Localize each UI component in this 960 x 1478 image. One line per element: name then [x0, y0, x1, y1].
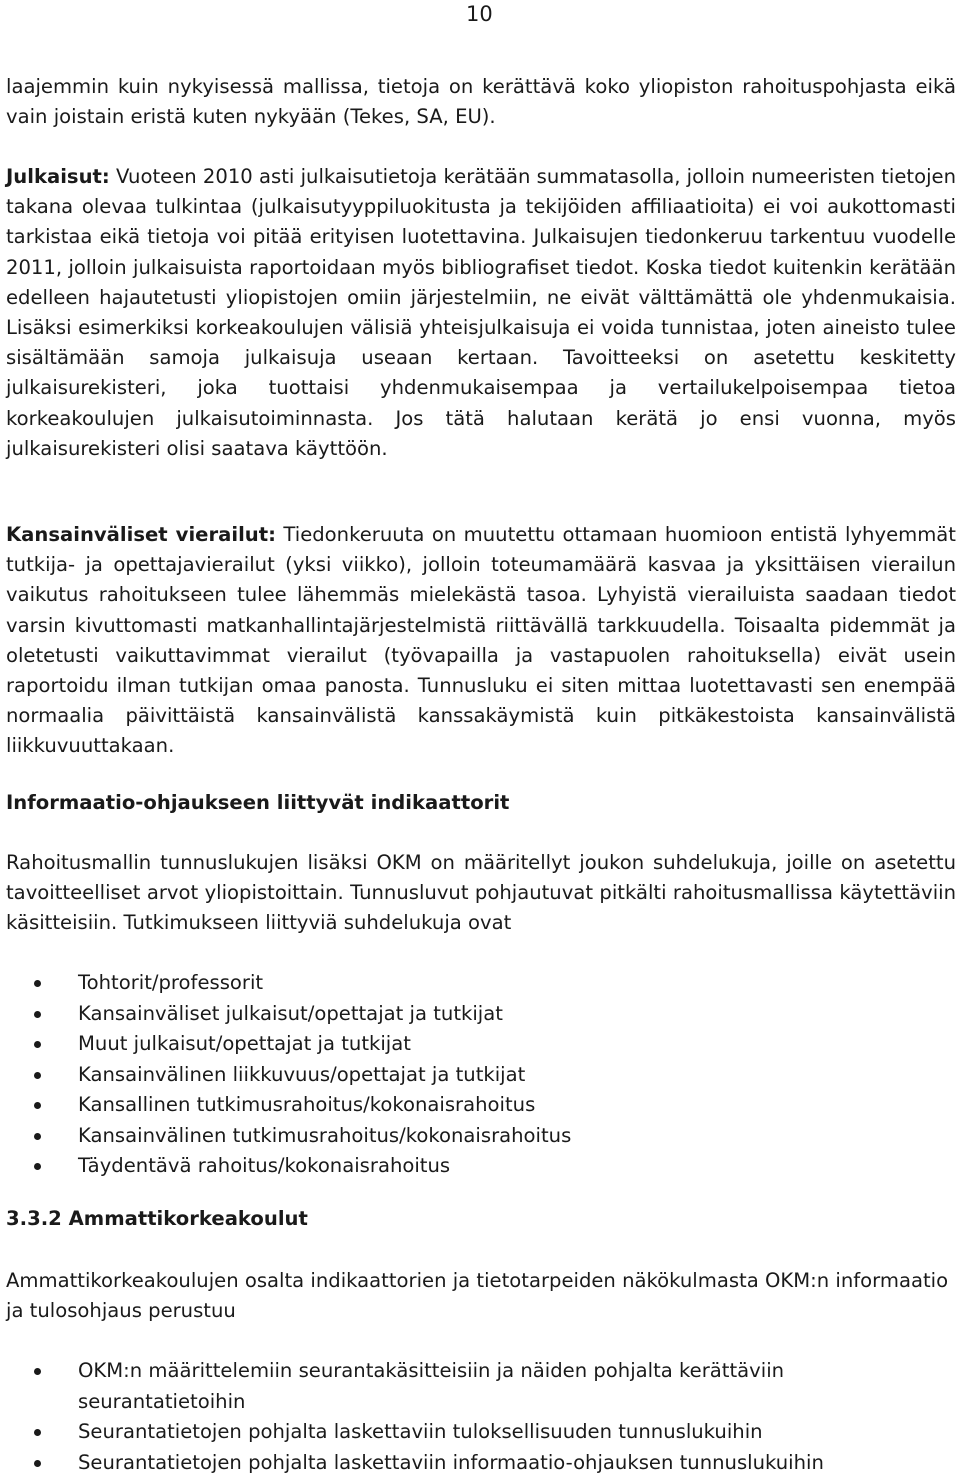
paragraph-julkaisut [6, 162, 956, 464]
list-item: Kansainvälinen liikkuvuus/opettajat ja tutkijat [6, 1060, 906, 1091]
list-amk-ohjaus [6, 1356, 906, 1478]
julkaisut-text: Vuoteen 2010 asti julkaisutietoja kerätään summatasolla, jolloin numeeristen tietojen takana olevaa tulkintaa (julkaisutyyppiluokitusta ja tekijöiden affiliaatioita) ei voi aukottomasti tarkistaa eikä tietoja voi pitää erityisen luotettavina. Julkaisujen tiedonkeruu tarkentuu vuodelle 2011, jolloin julkaisuista raportoidaan myös bibliografiset tiedot. Koska tiedot kuitenkin kerätään edelleen hajautetusti yliopistojen omiin järjestelmiin, ne eivät välttämättä ole yhdenmukaisia. Lisäksi esimerkiksi korkeakoulujen välisiä yhteisjulkaisuja ei voida tunnistaa, joten aineisto tulee sisältämään samoja julkaisuja useaan kertaan. Tavoitteeksi on asetettu keskitetty julkaisurekisteri, joka tuottaisi yhdenmukaisempaa ja vertailukelpoisempaa tietoa korkeakoulujen julkaisutoiminnasta. Jos tätä halutaan kerätä jo ensi vuonna, myös julkaisurekisteri olisi saatava käyttöön. [6, 165, 956, 460]
paragraph-vierailut [6, 520, 956, 762]
page-number: 10 [466, 2, 493, 26]
vierailut-text: Tiedonkeruuta on muutettu ottamaan huomioon entistä lyhyemmät tutkija- ja opettajavierailut (yksi viikko), jolloin toteumamäärä kasvaa ja yksittäisen vierailun vaikutus rahoitukseen tulee lähemmäs mielekästä tasoa. Lyhyistä vierailuista saadaan tiedot varsin kivuttomasti matkanhallintajärjestelmistä riittävällä tarkkuudella. Toisaalta pidemmät ja oletetusti vaikuttavimmat vierailut (työvapailla ja vastapuolen rahoituksella) eivät usein raportoidu ilman tutkijan omaa panosta. Tunnusluku ei siten mittaa luotettavasti sen enempää normaalia päivittäistä kansainvälistä kanssakäymistä kuin pitkäkestoista kansainvälistä liikkuvuuttakaan. [6, 523, 956, 757]
heading-ammattikorkeakoulut: 3.3.2 Ammattikorkeakoulut [6, 1204, 308, 1234]
list-item: Seurantatietojen pohjalta laskettaviin informaatio-ohjauksen tunnuslukuihin [6, 1448, 906, 1478]
paragraph-ammattikorkeakoulut: Ammattikorkeakoulujen osalta indikaattorien ja tietotarpeiden näkökulmasta OKM:n informaatio ja tulosohjaus perustuu [6, 1266, 956, 1326]
list-item: Täydentävä rahoitus/kokonaisrahoitus [6, 1151, 906, 1182]
list-item: Tohtorit/professorit [6, 968, 906, 999]
paragraph-rahoituspohja: laajemmin kuin nykyisessä mallissa, tietoja on kerättävä koko yliopiston rahoituspohjasta eikä vain joistain eristä kuten nykyään (Tekes, SA, EU). [6, 72, 956, 132]
list-item: Muut julkaisut/opettajat ja tutkijat [6, 1029, 906, 1060]
list-item: Kansallinen tutkimusrahoitus/kokonaisrahoitus [6, 1090, 906, 1121]
list-item: Kansainväliset julkaisut/opettajat ja tutkijat [6, 999, 906, 1030]
paragraph-informaatio-ohjaus: Rahoitusmallin tunnuslukujen lisäksi OKM on määritellyt joukon suhdelukuja, joille on asetettu tavoitteelliset arvot yliopistoittain. Tunnusluvut pohjautuvat pitkälti rahoitusmallissa käytettäviin käsitteisiin. Tutkimukseen liittyviä suhdelukuja ovat [6, 848, 956, 939]
list-tutkimus-suhdeluvut [6, 968, 906, 1182]
list-item: Seurantatietojen pohjalta laskettaviin tuloksellisuuden tunnuslukuihin [6, 1417, 906, 1448]
list-item: Kansainvälinen tutkimusrahoitus/kokonaisrahoitus [6, 1121, 906, 1152]
julkaisut-label: Julkaisut: [6, 165, 110, 188]
vierailut-label: Kansainväliset vierailut: [6, 523, 276, 546]
list-item: OKM:n määrittelemiin seurantakäsitteisiin ja näiden pohjalta kerättäviin seurantatietoihin [6, 1356, 906, 1417]
heading-informaatio-ohjaus: Informaatio-ohjaukseen liittyvät indikaattorit [6, 788, 509, 818]
